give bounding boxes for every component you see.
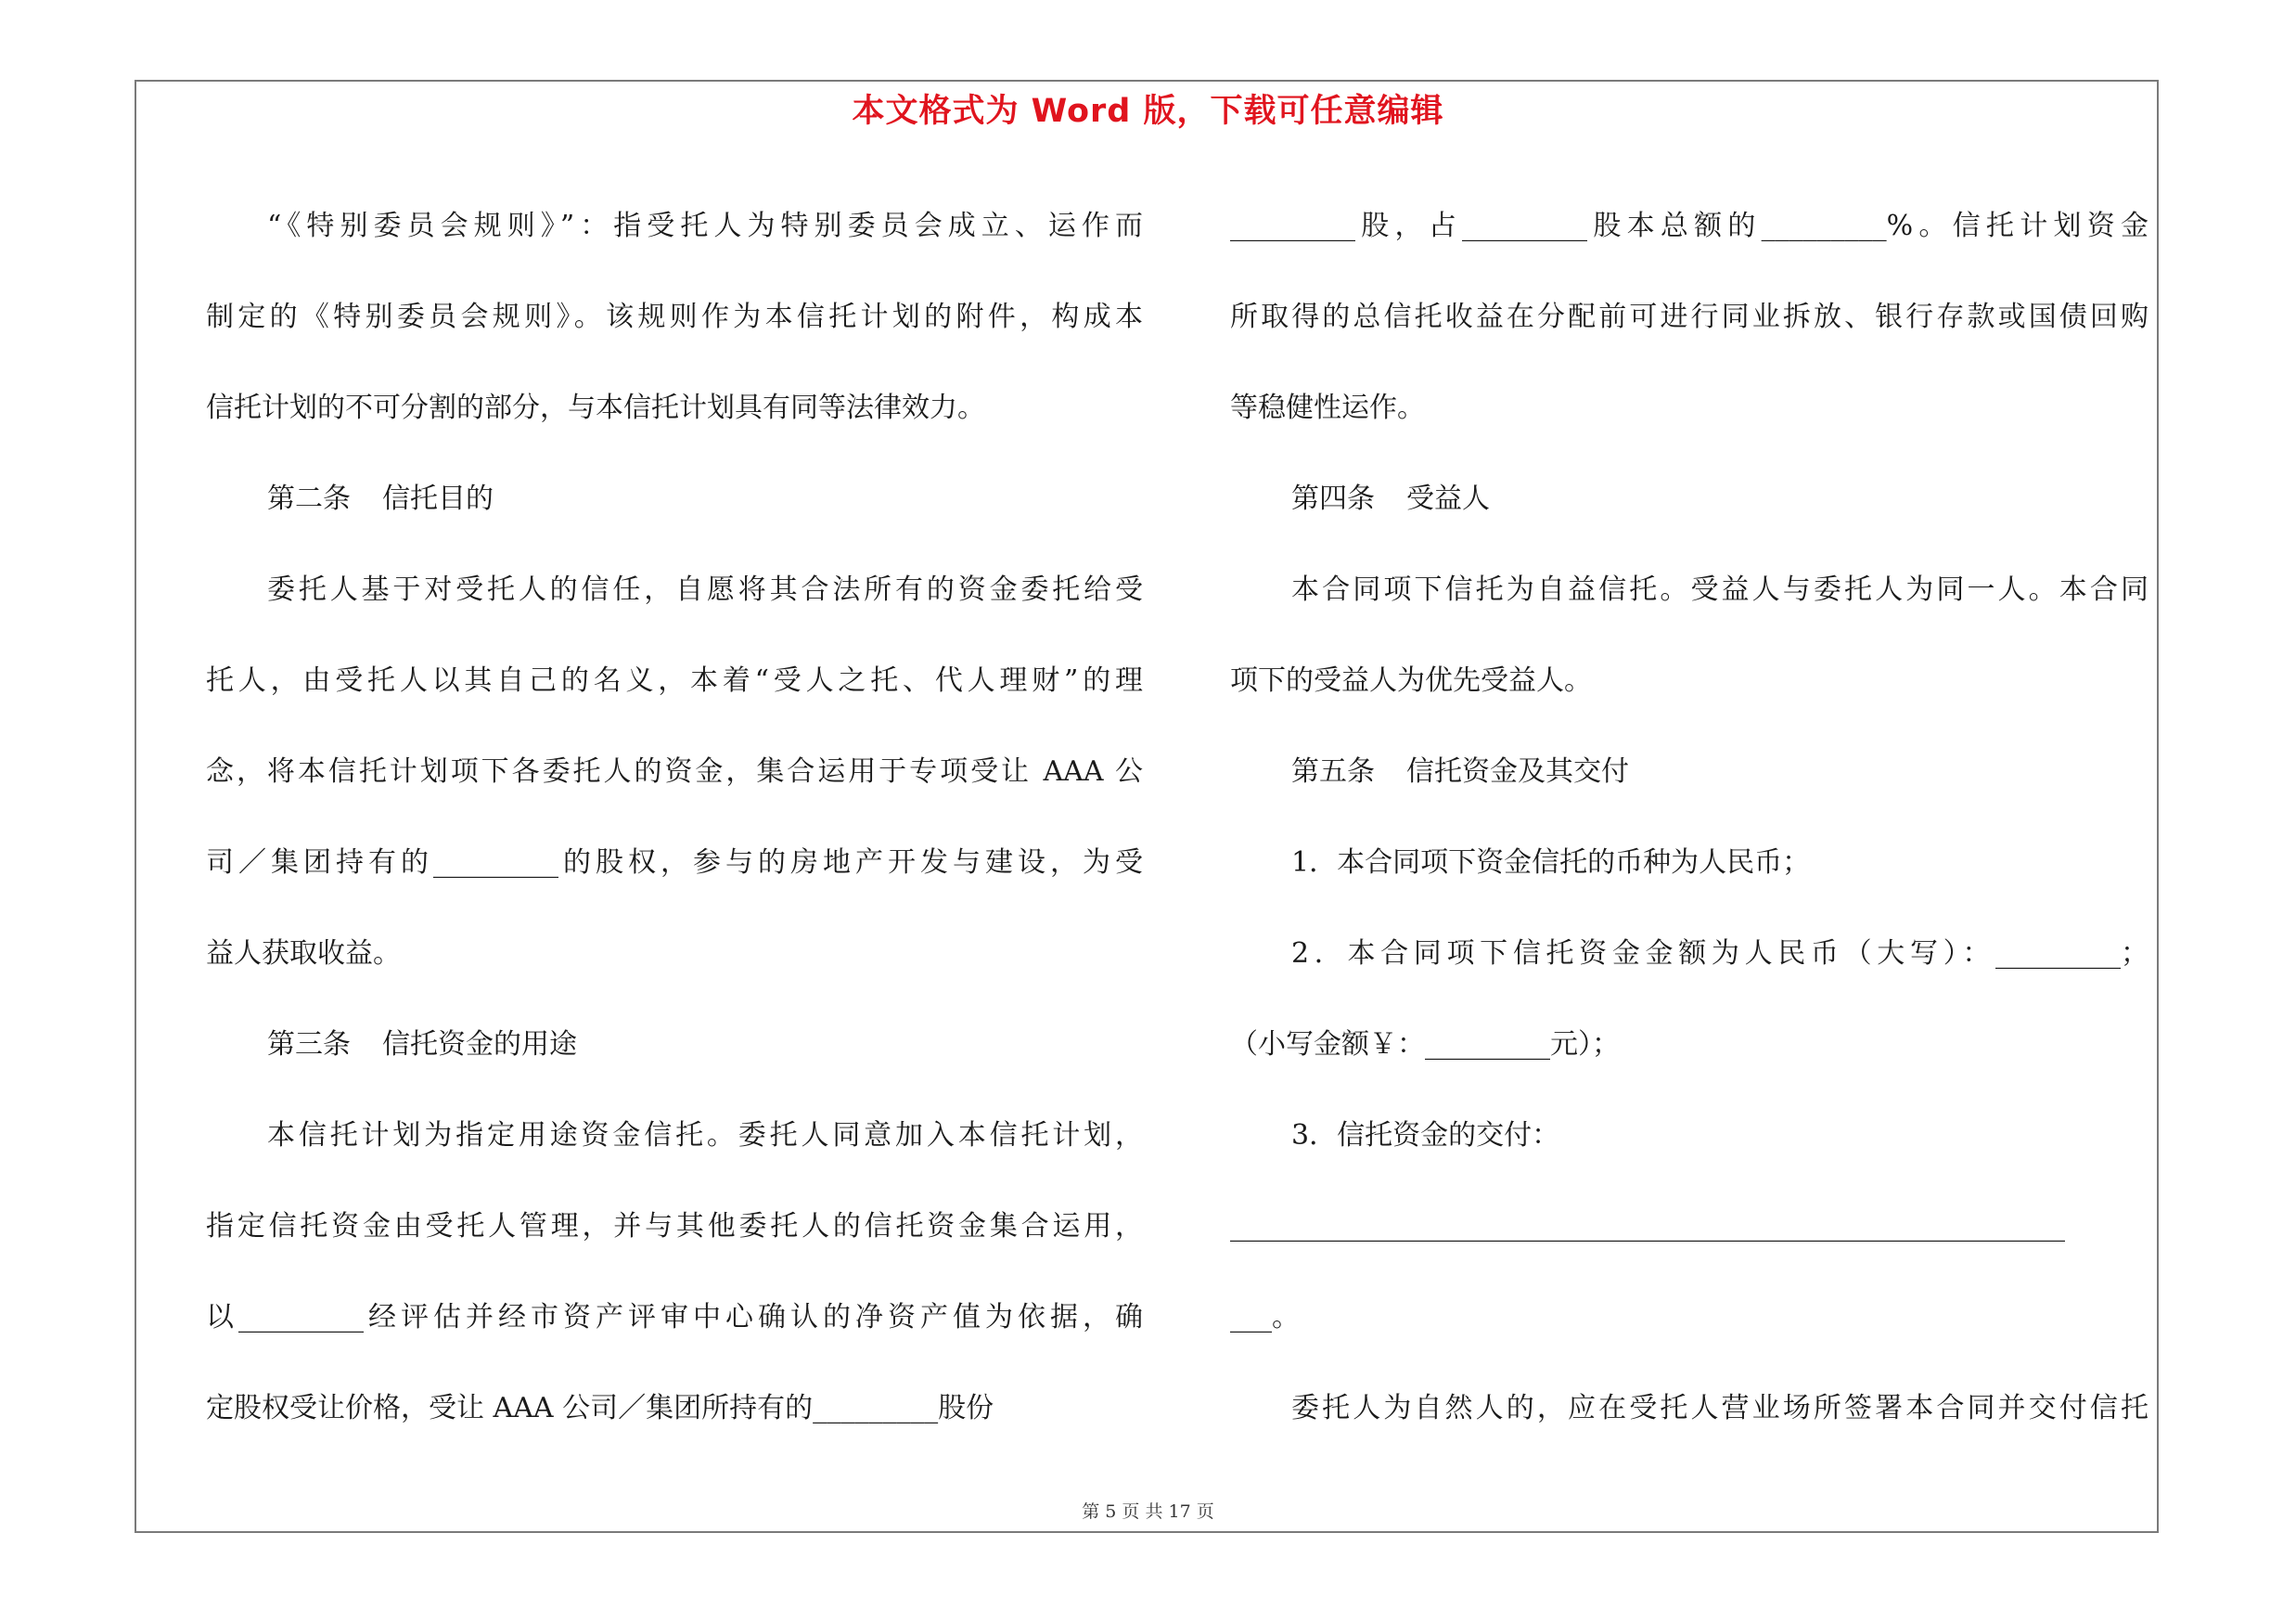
section-title: 受益人 [1406,483,1490,515]
blank-fill-line: ___。 [1230,1301,1300,1333]
paragraph-line: 信托计划的不可分割的部分，与本信托计划具有同等法律效力。 [206,392,985,424]
list-item: 1．本合同项下资金信托的币种为人民币； [1291,846,1811,879]
paragraph-line: 指定信托资金由受托人管理，并与其他委托人的信托资金集合运用， [206,1210,1143,1243]
paragraph-line: “《特别委员会规则》”：指受托人为特别委员会成立、运作而 [267,210,1143,242]
format-notice-banner: 本文格式为 Word 版，下载可任意编辑 [852,93,1444,130]
paragraph-line: 司／集团持有的_________的股权，参与的房地产开发与建设，为受 [206,846,1143,879]
section-number: 第二条 [267,483,351,515]
paragraph-line: 等稳健性运作。 [1230,392,1425,424]
paragraph-line: 以_________经评估并经市资产评审中心确认的净资产值为依据，确 [206,1301,1143,1333]
paragraph-line: 委托人基于对受托人的信任，自愿将其合法所有的资金委托给受 [267,573,1143,606]
section-title: 信托目的 [382,483,494,515]
paragraph-line: （小写金额￥：_________元）； [1230,1028,1620,1061]
paragraph-line: 委托人为自然人的，应在受托人营业场所签署本合同并交付信托 [1291,1392,2148,1424]
paragraph-line: 项下的受益人为优先受益人。 [1230,664,1592,697]
section-heading [206,454,1143,545]
paragraph-line: 托人，由受托人以其自己的名义，本着“受人之托、代人理财”的理 [206,664,1143,697]
paragraph-line: 本合同项下信托为自益信托。受益人与委托人为同一人。本合同 [1291,573,2148,606]
paragraph-line: 所取得的总信托收益在分配前可进行同业拆放、银行存款或国债回购 [1230,301,2148,333]
list-item: 2．本合同项下信托资金金额为人民币（大写）：_________； [1291,937,2148,970]
section-number: 第四条 [1291,483,1375,515]
left-column [206,181,1143,1454]
paragraph-line: 定股权受让价格，受让 AAA 公司／集团所持有的_________股份 [206,1392,994,1424]
paragraph-line: 益人获取收益。 [206,937,401,970]
section-title: 信托资金及其交付 [1406,755,1629,788]
section-number: 第三条 [267,1028,351,1061]
list-item: 3．信托资金的交付： [1291,1119,1560,1152]
paragraph-line: _________股，占_________股本总额的_________%。信托计划资金 [1230,210,2148,242]
page-number-footer: 第 5 页 共 17 页 [1082,1501,1214,1522]
paragraph-line: 念，将本信托计划项下各委托人的资金，集合运用于专项受让 AAA 公 [206,755,1143,788]
section-heading [206,999,1143,1090]
paragraph-line: 制定的《特别委员会规则》。该规则作为本信托计划的附件，构成本 [206,301,1143,333]
section-title: 信托资金的用途 [382,1028,577,1061]
right-column [1230,181,2148,1454]
section-heading [1230,454,2148,545]
blank-fill-line: ____________________________________________________________ [1230,1210,2065,1243]
section-heading [1230,727,2148,818]
section-number: 第五条 [1291,755,1375,788]
paragraph-line: 本信托计划为指定用途资金信托。委托人同意加入本信托计划， [267,1119,1143,1152]
